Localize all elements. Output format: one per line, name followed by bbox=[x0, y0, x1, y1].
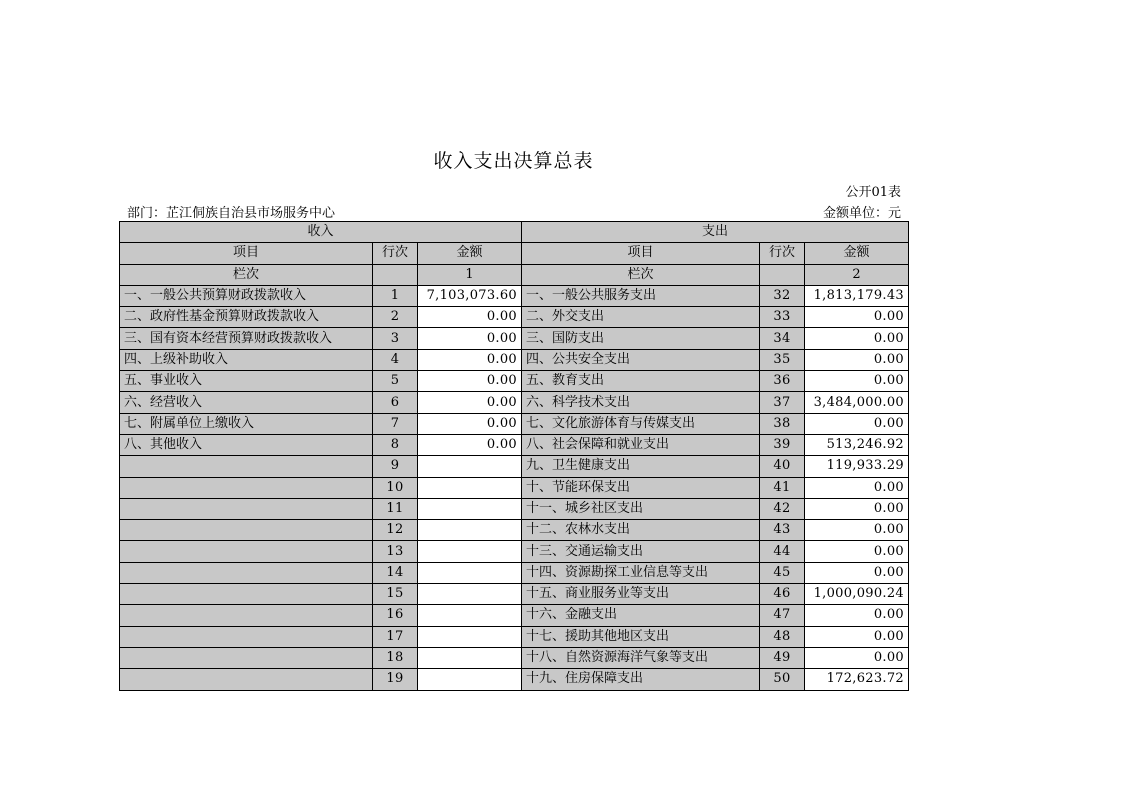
expense-row-number-cell: 50 bbox=[760, 669, 805, 690]
expense-amount-cell: 0.00 bbox=[805, 371, 909, 392]
income-column-number: 1 bbox=[418, 264, 522, 285]
income-amount-cell bbox=[418, 669, 522, 690]
income-amount-cell bbox=[418, 498, 522, 519]
income-item-cell bbox=[120, 498, 373, 519]
income-amount-cell: 0.00 bbox=[418, 434, 522, 455]
income-item-cell: 三、国有资本经营预算财政拨款收入 bbox=[120, 328, 373, 349]
income-row-number-cell: 17 bbox=[373, 626, 418, 647]
expense-item-cell: 十九、住房保障支出 bbox=[522, 669, 760, 690]
income-amount-cell bbox=[418, 456, 522, 477]
expense-item-cell: 十四、资源勘探工业信息等支出 bbox=[522, 562, 760, 583]
income-row-number-cell: 14 bbox=[373, 562, 418, 583]
expense-amount-cell: 0.00 bbox=[805, 520, 909, 541]
income-item-cell: 四、上级补助收入 bbox=[120, 349, 373, 370]
table-row bbox=[120, 498, 909, 519]
income-amount-cell: 0.00 bbox=[418, 349, 522, 370]
income-row-number-cell: 13 bbox=[373, 541, 418, 562]
income-item-cell bbox=[120, 541, 373, 562]
income-amount-cell bbox=[418, 584, 522, 605]
expense-item-cell: 八、社会保障和就业支出 bbox=[522, 434, 760, 455]
table-row bbox=[120, 328, 909, 349]
expense-item-cell: 三、国防支出 bbox=[522, 328, 760, 349]
income-amount-header: 金额 bbox=[418, 243, 522, 264]
income-amount-cell: 0.00 bbox=[418, 371, 522, 392]
expense-section-header: 支出 bbox=[522, 222, 909, 243]
income-item-cell: 六、经营收入 bbox=[120, 392, 373, 413]
table-row bbox=[120, 584, 909, 605]
expense-item-cell: 十、节能环保支出 bbox=[522, 477, 760, 498]
expense-item-cell: 十五、商业服务业等支出 bbox=[522, 584, 760, 605]
section-header-row bbox=[120, 222, 909, 243]
income-item-cell: 七、附属单位上缴收入 bbox=[120, 413, 373, 434]
table-row bbox=[120, 392, 909, 413]
table-row bbox=[120, 477, 909, 498]
expense-amount-cell: 513,246.92 bbox=[805, 434, 909, 455]
income-item-cell bbox=[120, 456, 373, 477]
expense-item-cell: 十六、金融支出 bbox=[522, 605, 760, 626]
table-row bbox=[120, 371, 909, 392]
expense-row-number-cell: 40 bbox=[760, 456, 805, 477]
expense-row-number-cell: 47 bbox=[760, 605, 805, 626]
income-amount-cell: 7,103,073.60 bbox=[418, 285, 522, 306]
table-row bbox=[120, 520, 909, 541]
department-label: 部门：芷江侗族自治县市场服务中心 bbox=[127, 206, 336, 221]
expense-row-number-cell: 43 bbox=[760, 520, 805, 541]
expense-item-header: 项目 bbox=[522, 243, 760, 264]
income-row-number-cell: 3 bbox=[373, 328, 418, 349]
income-row-number-cell: 9 bbox=[373, 456, 418, 477]
expense-item-cell: 七、文化旅游体育与传媒支出 bbox=[522, 413, 760, 434]
income-item-cell bbox=[120, 562, 373, 583]
income-row-number-cell: 6 bbox=[373, 392, 418, 413]
income-expense-table bbox=[119, 221, 909, 691]
expense-amount-cell: 0.00 bbox=[805, 605, 909, 626]
column-header-row bbox=[120, 243, 909, 264]
income-amount-cell bbox=[418, 520, 522, 541]
income-amount-cell bbox=[418, 626, 522, 647]
column-number-row bbox=[120, 264, 909, 285]
income-row-number-cell: 8 bbox=[373, 434, 418, 455]
income-item-cell bbox=[120, 520, 373, 541]
expense-item-cell: 六、科学技术支出 bbox=[522, 392, 760, 413]
income-item-cell: 一、一般公共预算财政拨款收入 bbox=[120, 285, 373, 306]
expense-amount-cell: 0.00 bbox=[805, 498, 909, 519]
income-row-number-cell: 18 bbox=[373, 647, 418, 668]
table-row bbox=[120, 413, 909, 434]
expense-item-cell: 十一、城乡社区支出 bbox=[522, 498, 760, 519]
expense-row-number-cell: 42 bbox=[760, 498, 805, 519]
expense-column-label: 栏次 bbox=[522, 264, 760, 285]
expense-amount-cell: 0.00 bbox=[805, 349, 909, 370]
table-row bbox=[120, 349, 909, 370]
income-item-cell bbox=[120, 647, 373, 668]
expense-row-number-cell: 44 bbox=[760, 541, 805, 562]
expense-row-number-cell: 41 bbox=[760, 477, 805, 498]
income-row-header: 行次 bbox=[373, 243, 418, 264]
expense-amount-header: 金额 bbox=[805, 243, 909, 264]
expense-amount-cell: 0.00 bbox=[805, 413, 909, 434]
expense-row-number-cell: 38 bbox=[760, 413, 805, 434]
income-amount-cell: 0.00 bbox=[418, 328, 522, 349]
expense-item-cell: 十三、交通运输支出 bbox=[522, 541, 760, 562]
income-item-header: 项目 bbox=[120, 243, 373, 264]
expense-column-number: 2 bbox=[805, 264, 909, 285]
expense-item-cell: 十二、农林水支出 bbox=[522, 520, 760, 541]
expense-amount-cell: 0.00 bbox=[805, 647, 909, 668]
expense-row-number-cell: 48 bbox=[760, 626, 805, 647]
expense-row-number-cell: 32 bbox=[760, 285, 805, 306]
expense-item-cell: 十七、援助其他地区支出 bbox=[522, 626, 760, 647]
income-amount-cell bbox=[418, 541, 522, 562]
expense-item-cell: 二、外交支出 bbox=[522, 307, 760, 328]
income-item-cell: 五、事业收入 bbox=[120, 371, 373, 392]
income-row-number-cell: 19 bbox=[373, 669, 418, 690]
table-row bbox=[120, 669, 909, 690]
income-item-cell bbox=[120, 477, 373, 498]
income-row-number-cell: 5 bbox=[373, 371, 418, 392]
income-column-blank bbox=[373, 264, 418, 285]
income-row-number-cell: 4 bbox=[373, 349, 418, 370]
table-row bbox=[120, 562, 909, 583]
page-title: 收入支出决算总表 bbox=[433, 150, 594, 172]
income-item-cell bbox=[120, 669, 373, 690]
expense-row-number-cell: 35 bbox=[760, 349, 805, 370]
income-item-cell bbox=[120, 605, 373, 626]
income-row-number-cell: 12 bbox=[373, 520, 418, 541]
expense-item-cell: 九、卫生健康支出 bbox=[522, 456, 760, 477]
income-amount-cell: 0.00 bbox=[418, 392, 522, 413]
form-number: 公开01表 bbox=[845, 185, 901, 200]
income-amount-cell: 0.00 bbox=[418, 413, 522, 434]
expense-amount-cell: 0.00 bbox=[805, 307, 909, 328]
income-row-number-cell: 10 bbox=[373, 477, 418, 498]
income-column-label: 栏次 bbox=[120, 264, 373, 285]
expense-row-number-cell: 37 bbox=[760, 392, 805, 413]
expense-row-number-cell: 45 bbox=[760, 562, 805, 583]
expense-amount-cell: 0.00 bbox=[805, 477, 909, 498]
expense-column-blank bbox=[760, 264, 805, 285]
income-row-number-cell: 2 bbox=[373, 307, 418, 328]
income-section-header: 收入 bbox=[120, 222, 522, 243]
table-row bbox=[120, 626, 909, 647]
expense-row-number-cell: 34 bbox=[760, 328, 805, 349]
expense-item-cell: 十八、自然资源海洋气象等支出 bbox=[522, 647, 760, 668]
expense-item-cell: 五、教育支出 bbox=[522, 371, 760, 392]
expense-row-header: 行次 bbox=[760, 243, 805, 264]
income-amount-cell bbox=[418, 605, 522, 626]
expense-item-cell: 一、一般公共服务支出 bbox=[522, 285, 760, 306]
income-row-number-cell: 16 bbox=[373, 605, 418, 626]
expense-amount-cell: 119,933.29 bbox=[805, 456, 909, 477]
expense-row-number-cell: 39 bbox=[760, 434, 805, 455]
table-row bbox=[120, 434, 909, 455]
income-item-cell bbox=[120, 626, 373, 647]
expense-item-cell: 四、公共安全支出 bbox=[522, 349, 760, 370]
income-item-cell: 二、政府性基金预算财政拨款收入 bbox=[120, 307, 373, 328]
table-row bbox=[120, 285, 909, 306]
expense-row-number-cell: 49 bbox=[760, 647, 805, 668]
expense-amount-cell: 172,623.72 bbox=[805, 669, 909, 690]
table-row bbox=[120, 541, 909, 562]
table-row bbox=[120, 456, 909, 477]
currency-unit-label: 金额单位：元 bbox=[822, 206, 901, 221]
expense-amount-cell: 3,484,000.00 bbox=[805, 392, 909, 413]
income-amount-cell bbox=[418, 562, 522, 583]
income-amount-cell bbox=[418, 477, 522, 498]
expense-amount-cell: 0.00 bbox=[805, 562, 909, 583]
income-amount-cell bbox=[418, 647, 522, 668]
income-row-number-cell: 7 bbox=[373, 413, 418, 434]
income-row-number-cell: 1 bbox=[373, 285, 418, 306]
income-item-cell bbox=[120, 584, 373, 605]
expense-row-number-cell: 46 bbox=[760, 584, 805, 605]
expense-amount-cell: 0.00 bbox=[805, 541, 909, 562]
expense-row-number-cell: 36 bbox=[760, 371, 805, 392]
expense-amount-cell: 1,813,179.43 bbox=[805, 285, 909, 306]
expense-amount-cell: 0.00 bbox=[805, 328, 909, 349]
expense-amount-cell: 1,000,090.24 bbox=[805, 584, 909, 605]
expense-row-number-cell: 33 bbox=[760, 307, 805, 328]
expense-amount-cell: 0.00 bbox=[805, 626, 909, 647]
table-row bbox=[120, 605, 909, 626]
income-item-cell: 八、其他收入 bbox=[120, 434, 373, 455]
income-row-number-cell: 15 bbox=[373, 584, 418, 605]
table-row bbox=[120, 647, 909, 668]
income-row-number-cell: 11 bbox=[373, 498, 418, 519]
table-row bbox=[120, 307, 909, 328]
income-amount-cell: 0.00 bbox=[418, 307, 522, 328]
